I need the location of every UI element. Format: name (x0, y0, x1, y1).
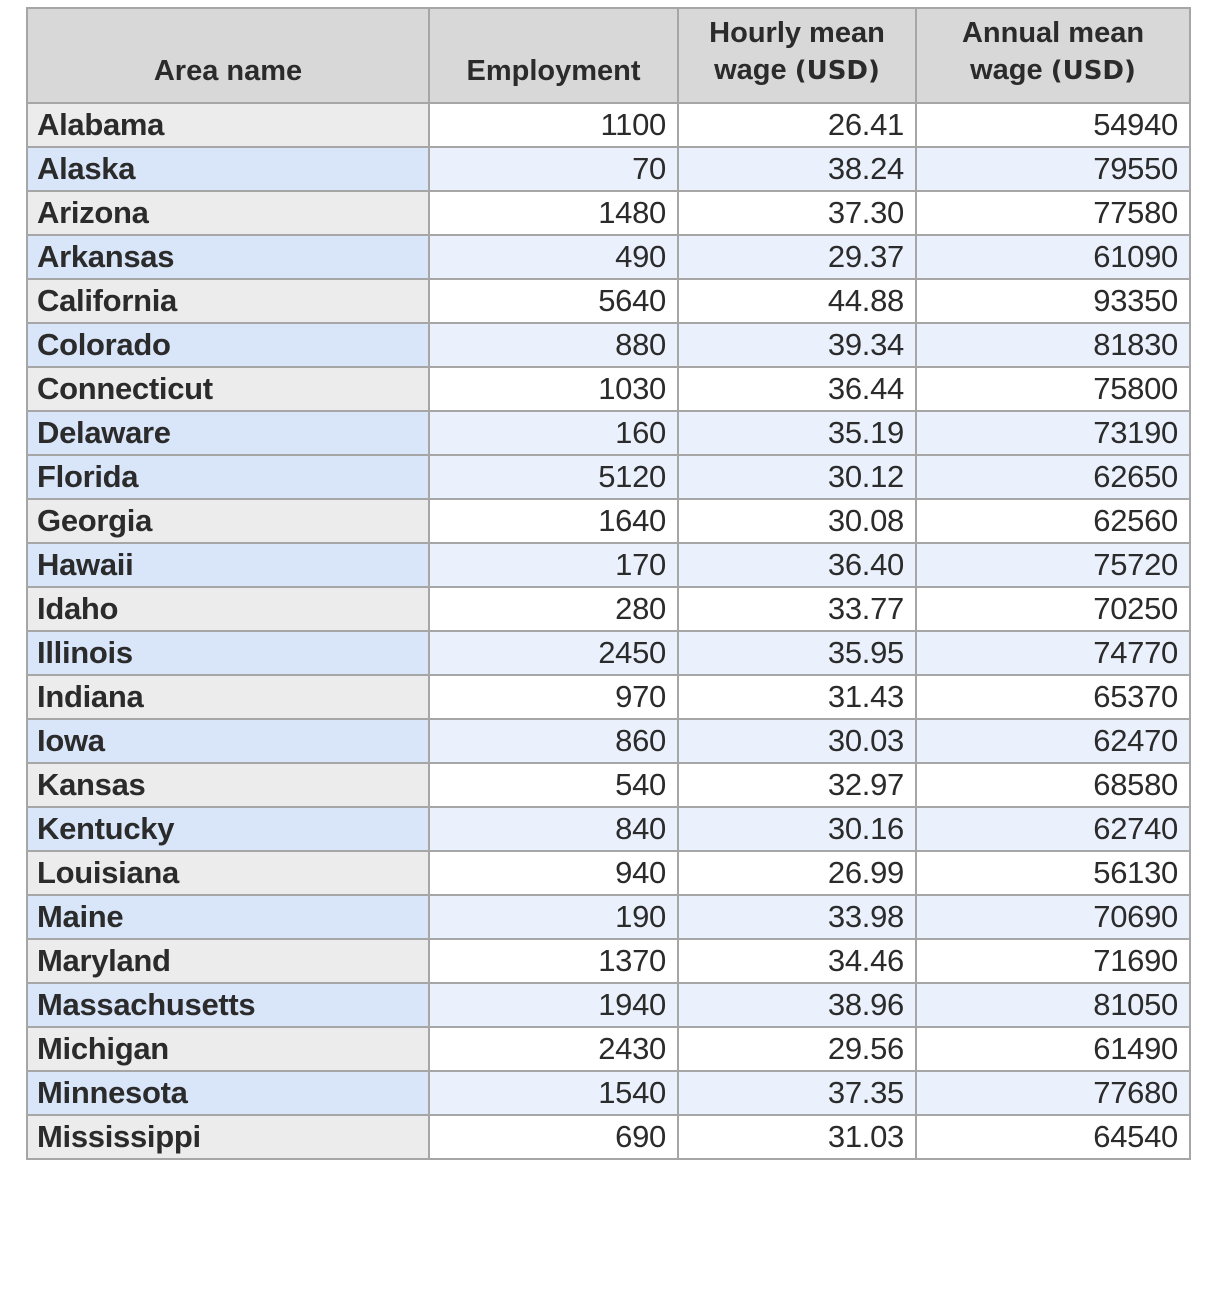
annual-wage-cell: 70690 (916, 895, 1190, 939)
area-name-cell: Illinois (27, 631, 429, 675)
employment-cell: 1540 (429, 1071, 678, 1115)
hourly-wage-cell: 38.24 (678, 147, 916, 191)
hourly-wage-cell: 36.40 (678, 543, 916, 587)
annual-wage-cell: 54940 (916, 103, 1190, 147)
hourly-wage-cell: 44.88 (678, 279, 916, 323)
hourly-wage-cell: 31.03 (678, 1115, 916, 1159)
annual-wage-cell: 68580 (916, 763, 1190, 807)
employment-cell: 2430 (429, 1027, 678, 1071)
employment-cell: 540 (429, 763, 678, 807)
hourly-wage-cell: 35.19 (678, 411, 916, 455)
annual-wage-cell: 81050 (916, 983, 1190, 1027)
employment-cell: 70 (429, 147, 678, 191)
table-row (27, 323, 1190, 367)
annual-wage-cell: 62470 (916, 719, 1190, 763)
col-header-line2: wage (USD) (970, 54, 1136, 86)
table-row (27, 587, 1190, 631)
employment-cell: 170 (429, 543, 678, 587)
employment-cell: 1370 (429, 939, 678, 983)
hourly-wage-cell: 29.37 (678, 235, 916, 279)
table-row (27, 807, 1190, 851)
annual-wage-cell: 79550 (916, 147, 1190, 191)
col-header-line1: Annual mean (961, 17, 1145, 49)
annual-wage-cell: 71690 (916, 939, 1190, 983)
annual-wage-cell: 61090 (916, 235, 1190, 279)
hourly-wage-cell: 37.30 (678, 191, 916, 235)
area-name-cell: Alabama (27, 103, 429, 147)
employment-cell: 880 (429, 323, 678, 367)
table-row (27, 983, 1190, 1027)
area-name-cell: Delaware (27, 411, 429, 455)
table-row (27, 367, 1190, 411)
col-header-hourly-mean-wage (678, 8, 916, 103)
employment-cell: 2450 (429, 631, 678, 675)
employment-cell: 5120 (429, 455, 678, 499)
hourly-wage-cell: 30.03 (678, 719, 916, 763)
hourly-wage-cell: 30.12 (678, 455, 916, 499)
annual-wage-cell: 75800 (916, 367, 1190, 411)
area-name-cell: Maryland (27, 939, 429, 983)
col-header-area-name (27, 8, 429, 103)
employment-cell: 490 (429, 235, 678, 279)
employment-cell: 190 (429, 895, 678, 939)
hourly-wage-cell: 35.95 (678, 631, 916, 675)
annual-wage-cell: 64540 (916, 1115, 1190, 1159)
header-row (27, 8, 1190, 103)
area-name-cell: Iowa (27, 719, 429, 763)
annual-wage-cell: 93350 (916, 279, 1190, 323)
col-header-line1: Hourly mean (709, 17, 885, 49)
annual-wage-cell: 62650 (916, 455, 1190, 499)
area-name-cell: California (27, 279, 429, 323)
annual-wage-cell: 77580 (916, 191, 1190, 235)
area-name-cell: Massachusetts (27, 983, 429, 1027)
col-header-label: Area name (153, 55, 303, 87)
hourly-wage-cell: 39.34 (678, 323, 916, 367)
annual-wage-cell: 81830 (916, 323, 1190, 367)
hourly-wage-cell: 30.16 (678, 807, 916, 851)
hourly-wage-cell: 31.43 (678, 675, 916, 719)
area-name-cell: Florida (27, 455, 429, 499)
area-name-cell: Hawaii (27, 543, 429, 587)
area-name-cell: Idaho (27, 587, 429, 631)
hourly-wage-cell: 26.41 (678, 103, 916, 147)
table-row (27, 895, 1190, 939)
currency-unit-label: (USD) (794, 56, 880, 86)
area-name-cell: Arizona (27, 191, 429, 235)
employment-cell: 1100 (429, 103, 678, 147)
table-row (27, 1027, 1190, 1071)
annual-wage-cell: 56130 (916, 851, 1190, 895)
employment-cell: 160 (429, 411, 678, 455)
hourly-wage-cell: 30.08 (678, 499, 916, 543)
wage-table (26, 7, 1191, 1160)
table-row (27, 147, 1190, 191)
area-name-cell: Arkansas (27, 235, 429, 279)
hourly-wage-cell: 36.44 (678, 367, 916, 411)
employment-cell: 1940 (429, 983, 678, 1027)
employment-cell: 940 (429, 851, 678, 895)
area-name-cell: Minnesota (27, 1071, 429, 1115)
table-row (27, 103, 1190, 147)
table-header (27, 8, 1190, 103)
area-name-cell: Kentucky (27, 807, 429, 851)
table-row (27, 1115, 1190, 1159)
employment-cell: 690 (429, 1115, 678, 1159)
hourly-wage-cell: 34.46 (678, 939, 916, 983)
table-row (27, 675, 1190, 719)
hourly-wage-cell: 38.96 (678, 983, 916, 1027)
table-row (27, 499, 1190, 543)
currency-unit-label: (USD) (1050, 56, 1136, 86)
table-row (27, 939, 1190, 983)
annual-wage-cell: 65370 (916, 675, 1190, 719)
hourly-wage-cell: 37.35 (678, 1071, 916, 1115)
employment-cell: 1640 (429, 499, 678, 543)
table-row (27, 411, 1190, 455)
area-name-cell: Georgia (27, 499, 429, 543)
table-row (27, 191, 1190, 235)
area-name-cell: Kansas (27, 763, 429, 807)
col-header-label: Employment (466, 55, 641, 87)
annual-wage-cell: 77680 (916, 1071, 1190, 1115)
area-name-cell: Colorado (27, 323, 429, 367)
employment-cell: 1480 (429, 191, 678, 235)
table-row (27, 235, 1190, 279)
table-row (27, 719, 1190, 763)
col-header-annual-mean-wage (916, 8, 1190, 103)
hourly-wage-cell: 33.98 (678, 895, 916, 939)
annual-wage-cell: 62560 (916, 499, 1190, 543)
annual-wage-cell: 73190 (916, 411, 1190, 455)
area-name-cell: Indiana (27, 675, 429, 719)
hourly-wage-cell: 29.56 (678, 1027, 916, 1071)
area-name-cell: Maine (27, 895, 429, 939)
employment-cell: 1030 (429, 367, 678, 411)
area-name-cell: Alaska (27, 147, 429, 191)
table-row (27, 763, 1190, 807)
area-name-cell: Louisiana (27, 851, 429, 895)
annual-wage-cell: 61490 (916, 1027, 1190, 1071)
table-row (27, 543, 1190, 587)
employment-cell: 970 (429, 675, 678, 719)
employment-cell: 840 (429, 807, 678, 851)
annual-wage-cell: 62740 (916, 807, 1190, 851)
table-row (27, 279, 1190, 323)
annual-wage-cell: 74770 (916, 631, 1190, 675)
table-row (27, 1071, 1190, 1115)
area-name-cell: Mississippi (27, 1115, 429, 1159)
hourly-wage-cell: 33.77 (678, 587, 916, 631)
employment-cell: 860 (429, 719, 678, 763)
area-name-cell: Michigan (27, 1027, 429, 1071)
annual-wage-cell: 75720 (916, 543, 1190, 587)
table-body (27, 103, 1190, 1159)
hourly-wage-cell: 32.97 (678, 763, 916, 807)
annual-wage-cell: 70250 (916, 587, 1190, 631)
col-header-employment (429, 8, 678, 103)
table-row (27, 631, 1190, 675)
employment-cell: 280 (429, 587, 678, 631)
table-row (27, 851, 1190, 895)
area-name-cell: Connecticut (27, 367, 429, 411)
employment-cell: 5640 (429, 279, 678, 323)
col-header-line2: wage (USD) (714, 54, 880, 86)
hourly-wage-cell: 26.99 (678, 851, 916, 895)
table-row (27, 455, 1190, 499)
